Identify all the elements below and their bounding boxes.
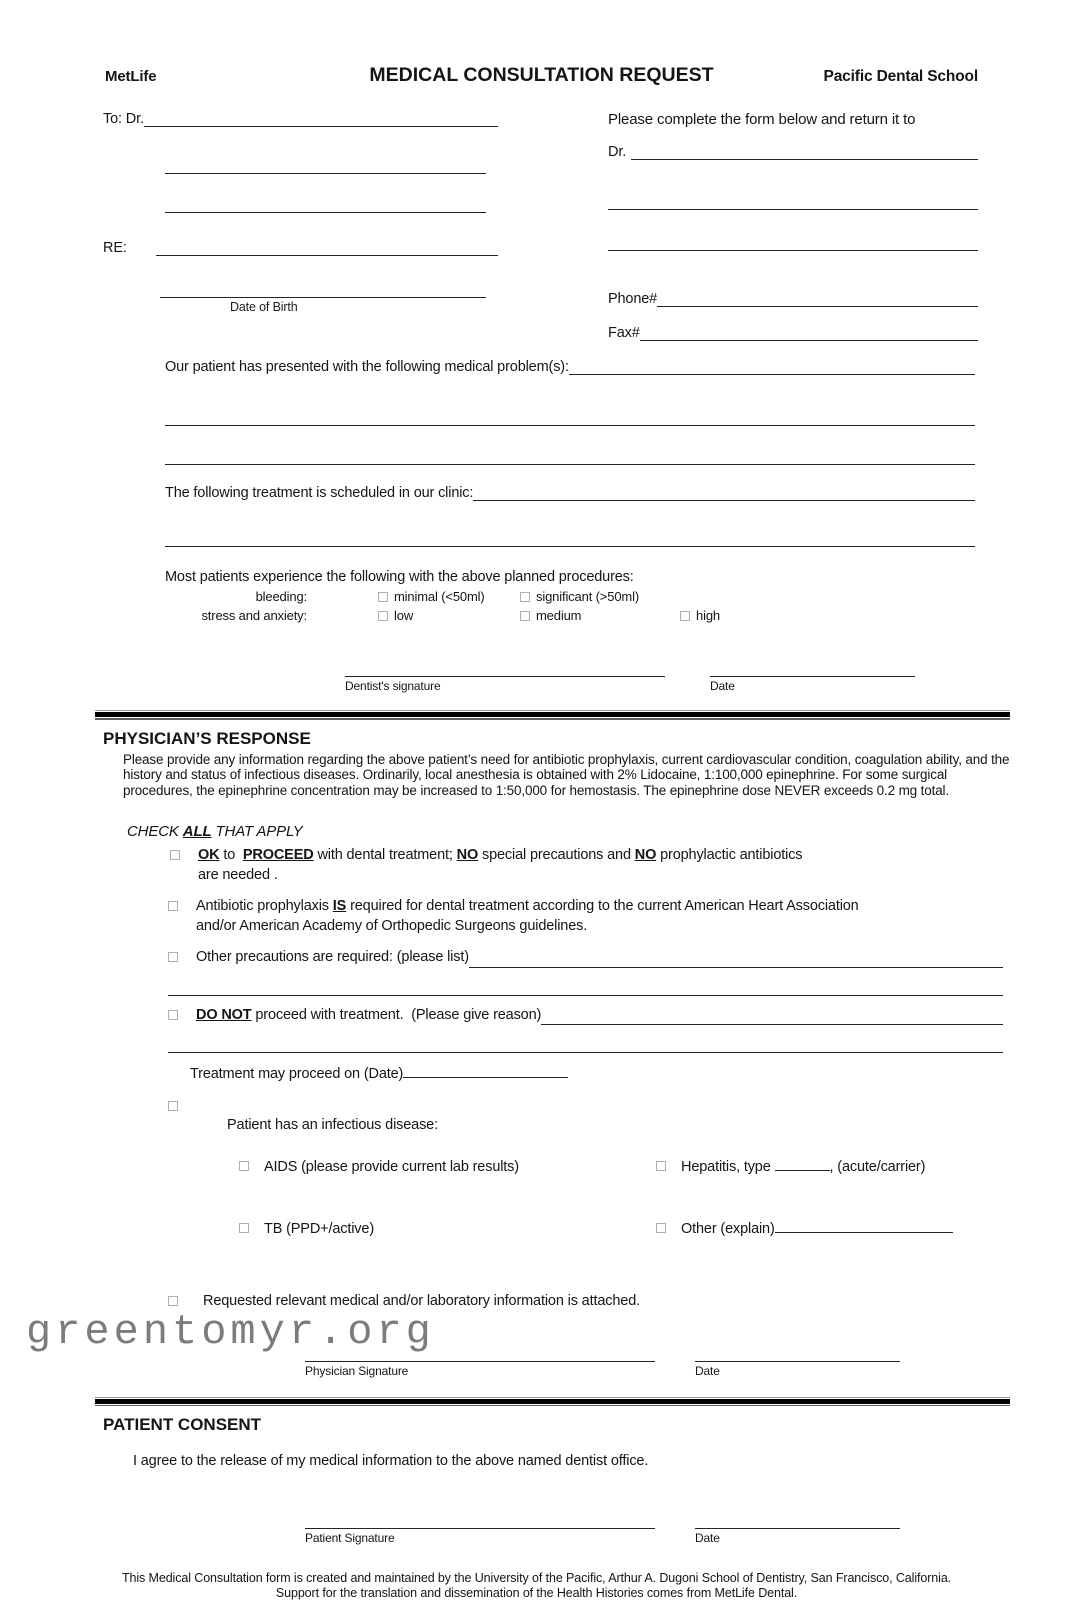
other-disease-label: Other (explain) (681, 1220, 953, 1240)
proceed-date-input-line[interactable] (403, 1066, 568, 1078)
option-other-precautions (168, 948, 1003, 968)
other-disease-input-line[interactable] (775, 1221, 953, 1233)
info-attached-label: Requested relevant medical and/or laboratory information is attached. (203, 1293, 640, 1309)
proceed-date-row (190, 1065, 1003, 1085)
date-of-birth-input-line[interactable] (160, 285, 486, 298)
checkbox-aids[interactable] (239, 1161, 249, 1171)
to-address-line-1[interactable] (165, 161, 486, 174)
phone-label: Phone# (608, 291, 658, 307)
to-address-line-2[interactable] (165, 200, 486, 213)
physician-instructions: Please provide any information regarding the above patient’s need for antibiotic prophylaxis, current cardiovascular condition, coagulation ability, and the history and status of infectious diseases. Ordinarily, local anesthesia is obtained with 2% Lidocaine, 1:100,000 epinephrine. For some surgical procedures, the epinephrine concentration may be increased to 1:50,000 for hemostasis. The epinephrine dose NEVER exceeds 0.2 mg total. (123, 751, 1010, 798)
checkbox-antibiotic-prophylaxis[interactable] (168, 901, 178, 911)
option-infectious-disease (168, 1097, 1003, 1279)
medical-problems-line-2[interactable] (165, 413, 975, 426)
physician-response-heading: PHYSICIAN’S RESPONSE (103, 728, 311, 748)
option-ok-text: OK to PROCEED with dental treatment; NO special precautions and NO prophylactic antibiotics are needed . (198, 847, 803, 883)
section-divider (95, 710, 1010, 720)
tb-label: TB (PPD+/active) (264, 1220, 375, 1237)
patient-signature-caption: Patient Signature (305, 1531, 395, 1545)
to-dr-input-line[interactable] (144, 114, 498, 127)
date-of-birth-caption: Date of Birth (230, 300, 298, 314)
medical-problems-label: Our patient has presented with the following medical problem(s): (165, 359, 569, 375)
return-address-line-2[interactable] (608, 238, 978, 251)
return-dr-input-line[interactable] (631, 147, 978, 160)
other-precautions-line-2[interactable] (168, 982, 1003, 996)
stress-low-label: low (394, 608, 414, 623)
addressing-block (103, 111, 978, 341)
proceed-date-label: Treatment may proceed on (Date) (190, 1066, 404, 1082)
footer-line-1: This Medical Consultation form is created and maintained by the University of the Pacific, Arthur A. Dugoni School of Dentistry, San Francisco, California. (121, 1571, 952, 1585)
checkbox-info-attached[interactable] (168, 1296, 178, 1306)
infectious-subrow-2 (239, 1220, 1003, 1240)
to-dr-label: To: Dr. (103, 111, 144, 127)
consent-statement: I agree to the release of my medical information to the above named dentist office. (133, 1453, 649, 1469)
option-other-text: Other precautions are required: (please list) (196, 948, 1003, 968)
dentist-date-line[interactable] (710, 663, 915, 677)
patient-signature-line[interactable] (305, 1515, 655, 1529)
checkbox-ok-to-proceed[interactable] (170, 850, 180, 860)
do-not-reason-line-2[interactable] (168, 1039, 1003, 1053)
brand-name: MetLife (105, 68, 157, 85)
checkbox-bleeding-significant[interactable] (520, 592, 530, 602)
physician-date-caption: Date (695, 1363, 720, 1378)
checkbox-other-precautions[interactable] (168, 952, 178, 962)
checkbox-stress-low[interactable] (378, 611, 388, 621)
bleeding-minimal-label: minimal (<50ml) (394, 589, 485, 604)
patient-signature-row (305, 1515, 1073, 1545)
physician-signature-caption: Physician Signature (305, 1363, 409, 1378)
treatment-scheduled-label: The following treatment is scheduled in our clinic: (165, 485, 474, 501)
infectious-disease-label: Patient has an infectious disease: (227, 1117, 438, 1133)
watermark: greentomyr.org (26, 1308, 435, 1356)
medical-problems-line-1[interactable] (569, 362, 975, 375)
checkbox-stress-medium[interactable] (520, 611, 530, 621)
form-title: MEDICAL CONSULTATION REQUEST (369, 64, 714, 86)
patient-date-caption: Date (695, 1531, 720, 1545)
form-footer (0, 1571, 1073, 1601)
return-column (608, 111, 978, 341)
re-input-line[interactable] (156, 243, 498, 256)
physician-date-line[interactable] (695, 1348, 900, 1362)
medical-problems-line-3[interactable] (165, 452, 975, 465)
form-header (0, 0, 1073, 87)
stress-medium-label: medium (536, 608, 582, 623)
recipient-column (103, 111, 498, 341)
return-address-line-1[interactable] (608, 197, 978, 210)
stress-row (165, 608, 975, 623)
return-instruction: Please complete the form below and return it to (608, 111, 916, 128)
aids-label: AIDS (please provide current lab results) (264, 1159, 519, 1175)
dentist-date-caption: Date (710, 679, 735, 693)
experience-heading: Most patients experience the following with the above planned procedures: (165, 569, 634, 585)
dentist-signature-row (345, 663, 1073, 693)
stress-label: stress and anxiety: (201, 608, 307, 623)
checkbox-hepatitis[interactable] (656, 1161, 666, 1171)
checkbox-do-not-proceed[interactable] (168, 1010, 178, 1020)
footer-line-2: Support for the translation and dissemination of the Health Histories comes from MetLife Dental. (275, 1586, 798, 1600)
section-divider-2 (95, 1397, 1010, 1407)
checkbox-infectious-disease[interactable] (168, 1101, 178, 1111)
dentist-signature-line[interactable] (345, 663, 665, 677)
patient-consent-heading: PATIENT CONSENT (103, 1415, 262, 1434)
option-do-not-text: DO NOT proceed with treatment. (Please give reason) (196, 1006, 1003, 1026)
hepatitis-label: Hepatitis, type , (acute/carrier) (681, 1159, 926, 1175)
return-dr-label: Dr. (608, 144, 627, 160)
do-not-reason-input-line[interactable] (541, 1012, 1003, 1025)
option-antibiotic-text: Antibiotic prophylaxis IS required for dental treatment according to the current American Heart Association and/or American Academy of Orthopedic Surgeons guidelines. (196, 898, 859, 934)
hepatitis-type-input-line[interactable] (775, 1159, 830, 1171)
re-label: RE: (103, 240, 127, 256)
bleeding-row (165, 589, 975, 604)
bleeding-label: bleeding: (255, 589, 307, 604)
fax-label: Fax# (608, 325, 640, 341)
fax-input-line[interactable] (640, 328, 978, 341)
other-precautions-input-line[interactable] (469, 955, 1003, 968)
option-do-not-proceed (168, 1006, 1003, 1026)
bleeding-significant-label: significant (>50ml) (536, 589, 639, 604)
checkbox-bleeding-minimal[interactable] (378, 592, 388, 602)
treatment-line-1[interactable] (473, 488, 975, 501)
checkbox-tb[interactable] (239, 1223, 249, 1233)
experience-block (165, 569, 975, 623)
infectious-disease-group (196, 1097, 1003, 1279)
physician-options (168, 846, 1003, 1312)
checkbox-stress-high[interactable] (680, 611, 690, 621)
stress-high-label: high (696, 608, 720, 623)
infectious-subrow-1 (239, 1158, 1003, 1178)
check-all-heading: CHECK ALL THAT APPLY (127, 823, 303, 840)
treatment-line-2[interactable] (165, 534, 975, 547)
dentist-signature-caption: Dentist's signature (345, 679, 441, 693)
option-ok-to-proceed (168, 846, 1003, 885)
option-antibiotic-prophylaxis (168, 897, 1003, 936)
school-name: Pacific Dental School (823, 68, 978, 85)
problem-treatment-block (165, 359, 975, 547)
phone-input-line[interactable] (657, 294, 978, 307)
checkbox-other-disease[interactable] (656, 1223, 666, 1233)
patient-date-line[interactable] (695, 1515, 900, 1529)
